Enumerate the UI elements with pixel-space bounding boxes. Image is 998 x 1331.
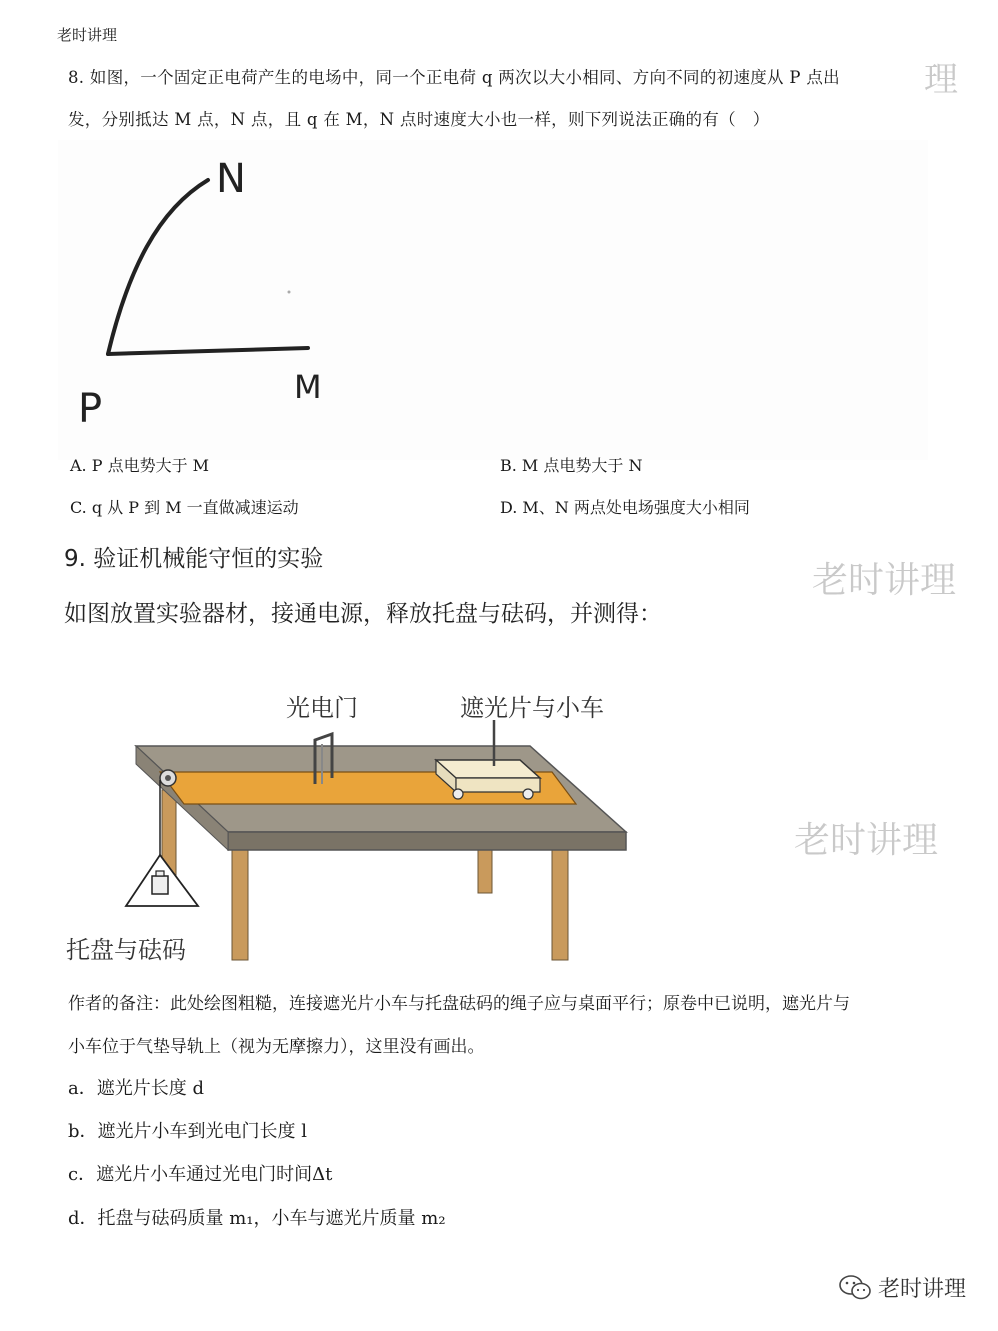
option-a: A. P 点电势大于 M bbox=[70, 456, 210, 475]
label-cart: 遮光片与小车 bbox=[460, 694, 604, 722]
q8-figure bbox=[58, 140, 928, 460]
label-tray: 托盘与砝码 bbox=[66, 936, 186, 964]
faint-dot bbox=[288, 291, 291, 294]
cart-wheel-1 bbox=[453, 789, 463, 799]
label-p: P bbox=[78, 386, 103, 432]
pulley-axle bbox=[165, 775, 171, 781]
option-c: C. q 从 P 到 M 一直做减速运动 bbox=[70, 498, 299, 517]
note-line-2: 小车位于气垫导轨上（视为无摩擦力），这里没有画出。 bbox=[68, 1037, 485, 1057]
watermark-partial: 理 bbox=[924, 60, 958, 100]
watermark-2: 老时讲理 bbox=[794, 820, 939, 861]
q9-title: 9. 验证机械能守恒的实验 bbox=[64, 546, 324, 572]
header-title: 老时讲理 bbox=[57, 26, 118, 44]
footer-brand bbox=[838, 1272, 966, 1303]
footer-brand-text: 老时讲理 bbox=[877, 1277, 966, 1302]
note-line-1: 作者的备注：此处绘图粗糙，连接遮光片小车与托盘砝码的绳子应与桌面平行；原卷中已说明，遮光片与 bbox=[68, 994, 850, 1014]
cart-wheel-2 bbox=[523, 789, 533, 799]
item-d: d．托盘与砝码质量 m₁，小车与遮光片质量 m₂ bbox=[68, 1208, 446, 1229]
weight-knob bbox=[156, 871, 164, 876]
table-leg-front-left bbox=[232, 848, 248, 960]
q9-intro: 如图放置实验器材，接通电源，释放托盘与砝码，并测得： bbox=[64, 601, 662, 627]
weight bbox=[152, 876, 168, 894]
experiment-apparatus bbox=[60, 680, 660, 980]
label-photogate: 光电门 bbox=[286, 694, 358, 722]
item-a: a．遮光片长度 d bbox=[68, 1078, 204, 1099]
q9-figure bbox=[60, 680, 660, 980]
path-to-n bbox=[108, 180, 208, 354]
label-m: M bbox=[294, 368, 322, 406]
item-c: c．遮光片小车通过光电门时间Δt bbox=[68, 1164, 333, 1185]
path-to-m bbox=[108, 348, 308, 354]
q8-line-1: 8. 如图，一个固定正电荷产生的电场中，同一个正电荷 q 两次以大小相同、方向不同的初速度从 P 点出 bbox=[68, 68, 840, 87]
table-edge bbox=[228, 832, 626, 850]
option-b: B. M 点电势大于 N bbox=[500, 456, 643, 475]
table-leg-front-right bbox=[552, 848, 568, 960]
item-b: b．遮光片小车到光电门长度 l bbox=[68, 1121, 307, 1142]
watermark-1: 老时讲理 bbox=[812, 560, 957, 601]
option-d: D. M、N 两点处电场强度大小相同 bbox=[500, 498, 750, 517]
q8-line-2: 发，分别抵达 M 点，N 点，且 q 在 M，N 点时速度大小也一样，则下列说法正确的有（ ） bbox=[68, 110, 770, 129]
table-leg-back-right bbox=[478, 848, 492, 893]
wechat-icon bbox=[838, 1274, 872, 1302]
field-path-diagram bbox=[58, 140, 928, 460]
label-n: N bbox=[216, 156, 246, 202]
